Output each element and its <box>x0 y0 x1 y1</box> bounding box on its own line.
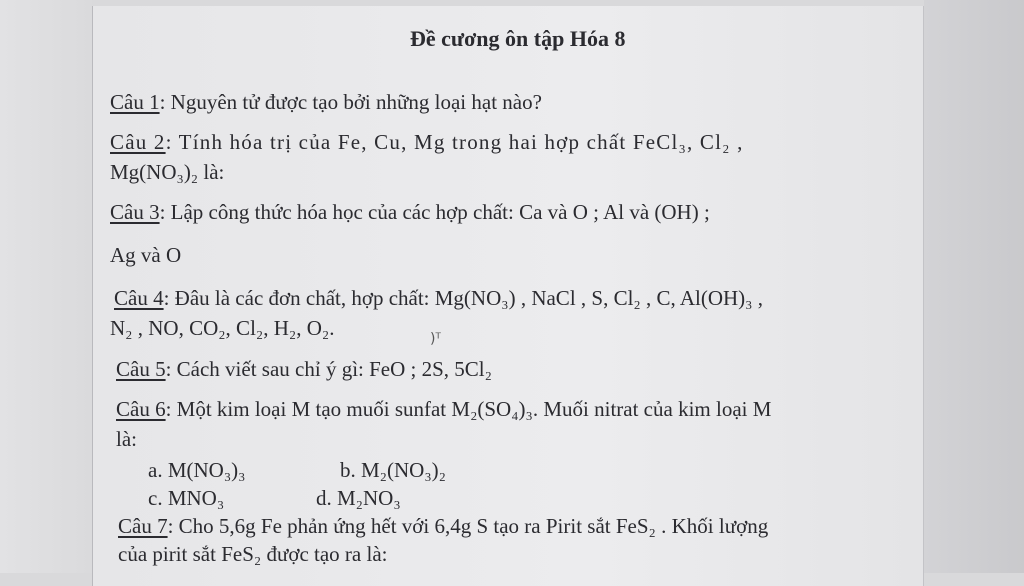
pen-mark: )ᵀ <box>430 331 441 347</box>
question-text: N₂ , NO, CO₂, Cl₂, H₂, O₂. <box>110 316 335 340</box>
question-label: Câu 3 <box>110 200 160 224</box>
question-text: : Đâu là các đơn chất, hợp chất: Mg(NO₃) , NaCl , S, Cl₂ , C, Al(OH)₃ , <box>163 286 763 310</box>
option-c: c. MNO₃ <box>148 486 225 510</box>
option-d: d. M₂NO₃ <box>316 486 401 510</box>
background-left <box>0 0 92 573</box>
question-text: là: <box>116 427 137 451</box>
question-text: : Một kim loại M tạo muối sunfat M₂(SO₄)₃. Muối nitrat của kim loại M <box>165 397 772 421</box>
question-label: Câu 2 <box>110 130 166 154</box>
question-label: Câu 1 <box>110 90 160 114</box>
document-title: Đề cương ôn tập Hóa 8 <box>410 26 626 51</box>
question-text: của pirit sắt FeS₂ được tạo ra là: <box>118 542 388 566</box>
question-text: : Tính hóa trị của Fe, Cu, Mg trong hai hợp chất FeCl₃, Cl₂ , <box>165 130 744 154</box>
question-text: Mg(NO₃)₂ là: <box>110 160 225 184</box>
question-7 <box>118 514 768 538</box>
option-a: a. M(NO₃)₃ <box>148 458 246 482</box>
question-5 <box>116 357 492 381</box>
question-3-cont <box>110 243 181 267</box>
question-text: Ag và O <box>110 243 182 267</box>
question-3 <box>110 200 710 224</box>
question-1 <box>110 90 542 114</box>
question-label: Câu 6 <box>116 397 166 421</box>
background-right <box>924 0 1024 573</box>
question-6 <box>116 397 771 421</box>
question-4-cont <box>110 316 334 340</box>
question-4 <box>114 286 763 310</box>
question-label: Câu 4 <box>114 286 164 310</box>
question-7-cont <box>118 542 387 566</box>
question-label: Câu 5 <box>116 357 166 381</box>
question-text: : Cách viết sau chỉ ý gì: FeO ; 2S, 5Cl₂ <box>165 357 492 381</box>
question-label: Câu 7 <box>118 514 168 538</box>
question-6-cont <box>116 427 137 451</box>
question-text: : Lập công thức hóa học của các hợp chất: Ca và O ; Al và (OH) ; <box>159 200 710 224</box>
question-2-cont <box>110 160 224 184</box>
question-2 <box>110 130 744 154</box>
option-b: b. M₂(NO₃)₂ <box>340 458 446 482</box>
question-text: : Cho 5,6g Fe phản ứng hết với 6,4g S tạo ra Pirit sắt FeS₂ . Khối lượng <box>167 514 769 538</box>
question-text: : Nguyên tử được tạo bởi những loại hạt nào? <box>159 90 542 114</box>
